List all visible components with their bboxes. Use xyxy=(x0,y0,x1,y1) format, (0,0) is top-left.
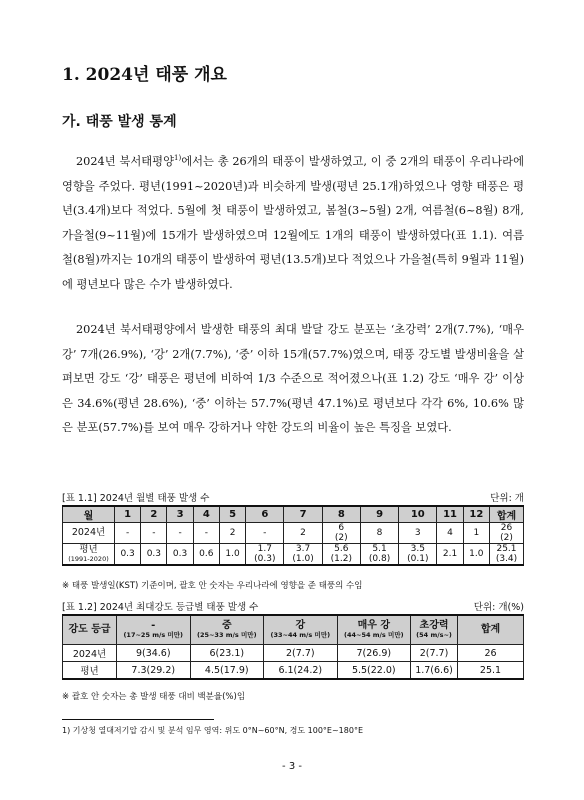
table-1-cell-value: 2 xyxy=(300,528,306,538)
table-2-cell: 26 xyxy=(458,645,524,662)
table-1-header-cell: 10 xyxy=(399,506,437,523)
table-1-cell-affecting: (3.4) xyxy=(495,554,518,564)
table-2-row xyxy=(63,645,524,662)
table-1-cell-value: 25.1 xyxy=(496,544,517,554)
table-2-cell: 7(26.9) xyxy=(337,645,411,662)
table-1-note: ※ 태풍 발생일(KST) 기준이며, 괄호 안 숫자는 우리나라에 영향을 준 태풍의 수임 xyxy=(62,581,363,591)
table-1-cell xyxy=(399,523,437,544)
table-1-cell xyxy=(193,523,219,544)
table-1-cell xyxy=(463,523,489,544)
table-1-cell-value: - xyxy=(178,528,182,538)
table-2-header-range: (54 m/s~) xyxy=(416,630,452,639)
table-1-cell xyxy=(284,544,322,566)
table-1-cell-value: 6 xyxy=(338,523,345,533)
section-heading xyxy=(62,60,227,85)
table-1-row-normal xyxy=(63,544,524,566)
table-1-cell-value: 3.5 xyxy=(410,544,425,554)
table-1-cell-value: 5.6 xyxy=(334,544,349,554)
table-2-cell: 2(7.7) xyxy=(264,645,338,662)
table-1-cell-value: - xyxy=(152,528,156,538)
table-1-cell-affecting: (1.0) xyxy=(292,554,314,564)
table-2-header-label: 강 xyxy=(295,619,306,631)
table-1-cell-value: 2 xyxy=(229,528,236,538)
table-1-header-cell: 월 xyxy=(63,506,115,523)
table-2-header-label: 강도 등급 xyxy=(68,624,111,635)
table-2-cell: 9(34.6) xyxy=(117,645,191,662)
table-2-header-label: 중 xyxy=(221,619,232,631)
table-1-cell xyxy=(167,544,193,566)
table-1-cell xyxy=(437,523,463,544)
table-2-cell: 2(7.7) xyxy=(411,645,458,662)
table-1-cell xyxy=(141,544,167,566)
page-number: - 3 - xyxy=(282,761,302,772)
table-1-cell-value: - xyxy=(125,528,130,538)
table-1-cell-value: 1 xyxy=(473,528,480,538)
table-1-header-cell: 3 xyxy=(167,506,193,523)
table-1-cell-value: 0.6 xyxy=(199,549,214,559)
paragraph-1-rest: 에서는 총 26개의 태풍이 발생하였고, 이 중 2개의 태풍이 우리나라에 영향을 주었다. 평년(1991~2020년)과 비슷하게 발생(평년 25.1개)하였으나 영향 태풍은 평년(3.4개)보다 적었다. 5월에 첫 태풍이 발생하였고, 봄철(3~5월) 2개, 여름철(6~8월) 8개, 가을철(9~11월)에 15개가 발생하였으며 12월에도 1개의 태풍이 발생하였다(표 1.1). 여름철(8월)까지는 10개의 태풍이 발생하여 평년(13.5개)보다 적었으나 가을철(특히 9월과 11월)에 평년보다 많은 수가 발생하였다. xyxy=(62,155,524,291)
table-2-header-cell xyxy=(190,615,264,645)
table-1-cell xyxy=(322,544,360,566)
table-2-header-label: 초강력 xyxy=(419,619,449,631)
table-2-header-label: - xyxy=(151,619,156,631)
subsection-heading: 가. 태풍 발생 통계 xyxy=(62,114,177,130)
table-2-cell: 4.5(17.9) xyxy=(190,662,264,680)
paragraph-2-text: 2024년 북서태평양에서 발생한 태풍의 최대 발달 강도 분포는 ‘초강력’ 2개(7.7%), ‘매우 강’ 7개(26.9%), ‘강’ 2개(7.7%), ‘중’ 이하 15개(57.7%)였으며, 태풍 강도별 발생비율을 살펴보면 강도 ‘강’ 태풍은 평년에 비하여 1/3 수준으로 적어졌으나(표 1.2) 강도 ‘매우 강’ 이상은 34.6%(평년 28.6%), ‘중’ 이하는 57.7%(평년 47.1%)로 평년보다 각각 6%, 10.6% 많은 분포(57.7%)를 보여 매우 강하거나 약한 강도의 비율이 높은 특징을 보였다. xyxy=(62,323,524,434)
monthly-typhoon-table xyxy=(62,505,524,566)
table-1-cell-affecting: (2) xyxy=(500,533,513,543)
table-2-header-range: (44~54 m/s 미만) xyxy=(344,630,404,639)
section-heading-text: 년 태풍 개요 xyxy=(132,65,227,85)
table-2-header-range: (17~25 m/s 미만) xyxy=(123,630,184,639)
table-1-row-label xyxy=(63,544,115,566)
table-1-cell xyxy=(193,544,219,566)
table-1-header-cell: 2 xyxy=(141,506,167,523)
table-1-cell xyxy=(490,523,524,544)
table-1-cell xyxy=(437,544,463,566)
paragraph-1-start: 2024년 북서태평양 xyxy=(76,155,174,168)
table-1-cell-value: 3.7 xyxy=(295,544,311,554)
intensity-grade-table xyxy=(62,614,524,680)
table-2-cell: 5.5(22.0) xyxy=(337,662,411,680)
table-1-cell-value: 8 xyxy=(376,528,383,538)
table-2-header-label: 합계 xyxy=(480,624,501,635)
table-2-row-label: 2024년 xyxy=(63,645,117,662)
table-1-cell xyxy=(115,544,141,566)
table-2-header-cell xyxy=(337,615,411,645)
table-2-cell: 1.7(6.6) xyxy=(411,662,458,680)
table-1-cell xyxy=(219,523,245,544)
table-2-unit: 단위: 개(%) xyxy=(473,602,524,613)
table-1-cell-affecting: (0.1) xyxy=(407,554,429,564)
table-2-cell: 7.3(29.2) xyxy=(117,662,191,680)
table-1-cell xyxy=(463,544,489,566)
table-1-cell-affecting: (0.3) xyxy=(254,554,276,564)
table-1-cell-affecting: (1.2) xyxy=(330,554,352,564)
table-1-cell-value: - xyxy=(263,528,267,538)
table-1-cell-affecting: (0.8) xyxy=(368,554,391,564)
table-1-header-row xyxy=(63,506,524,523)
section-heading-number: 1. 2024 xyxy=(62,65,133,85)
table-1-cell-value: 1.7 xyxy=(257,544,272,554)
table-2-header-cell xyxy=(458,615,524,645)
table-2-header-range: (33~44 m/s 미만) xyxy=(270,630,331,639)
table-1-cell xyxy=(219,544,245,566)
footnote-divider xyxy=(62,719,214,720)
table-1-cell xyxy=(490,544,524,566)
table-1-cell xyxy=(141,523,167,544)
table-1-header-cell: 12 xyxy=(463,506,489,523)
table-2-cell: 6.1(24.2) xyxy=(264,662,338,680)
table-1-row-2024 xyxy=(63,523,524,544)
table-1-header-cell: 9 xyxy=(360,506,398,523)
table-1-unit: 단위: 개 xyxy=(490,493,524,504)
table-2-row-label: 평년 xyxy=(63,662,117,680)
footnote-reference[interactable]: 1) xyxy=(174,154,182,163)
table-2-cell: 25.1 xyxy=(458,662,524,680)
table-2-header-cell xyxy=(411,615,458,645)
table-1-header-cell: 5 xyxy=(219,506,245,523)
table-2-header-range: (25~33 m/s 미만) xyxy=(196,630,257,639)
table-1-row-label: 2024년 xyxy=(63,523,115,544)
table-2-row xyxy=(63,662,524,680)
table-1-cell-value: 5.1 xyxy=(372,544,387,554)
table-1-cell xyxy=(360,523,398,544)
table-2-cell: 6(23.1) xyxy=(190,645,264,662)
table-1-cell xyxy=(284,523,322,544)
table-1-row-label-text: 평년 xyxy=(79,544,98,555)
paragraph-1 xyxy=(62,150,524,297)
table-1-cell xyxy=(322,523,360,544)
table-1-cell xyxy=(115,523,141,544)
table-1-caption: [표 1.1] 2024년 월별 태풍 발생 수 xyxy=(62,493,210,504)
table-1-cell xyxy=(246,544,284,566)
table-1-header-cell: 4 xyxy=(193,506,219,523)
table-1-cell-value: 4 xyxy=(447,528,453,538)
table-1-header-cell: 8 xyxy=(322,506,360,523)
paragraph-2 xyxy=(62,318,524,441)
table-2-header-cell xyxy=(264,615,338,645)
table-1-cell-value: 0.3 xyxy=(146,549,162,559)
table-1-header-cell: 합계 xyxy=(490,506,524,523)
table-1-cell-value: 1.0 xyxy=(225,549,240,559)
table-1-cell-value: 1.0 xyxy=(469,549,484,559)
table-2-note: ※ 괄호 안 숫자는 총 발생 태풍 대비 백분율(%)임 xyxy=(62,692,246,702)
table-2-header-row xyxy=(63,615,524,645)
table-1-header-cell: 11 xyxy=(437,506,463,523)
footnote: 1) 기상청 열대저기압 감시 및 분석 임무 영역: 위도 0°N~60°N, 경도 100°E~180°E xyxy=(62,726,364,735)
table-1-header-cell: 6 xyxy=(246,506,284,523)
table-1-header-cell: 7 xyxy=(284,506,322,523)
table-1-cell-value: 3 xyxy=(414,528,421,538)
table-1-cell-value: - xyxy=(204,528,208,538)
table-2-header-label: 매우 강 xyxy=(357,619,391,631)
table-1-cell-value: 2.1 xyxy=(442,549,458,559)
table-1-cell xyxy=(360,544,398,566)
table-1-cell xyxy=(246,523,284,544)
table-1-row-label-period: (1991-2020) xyxy=(68,555,109,563)
table-2-header-cell xyxy=(117,615,191,645)
table-1-cell xyxy=(399,544,437,566)
table-1-cell xyxy=(167,523,193,544)
table-1-cell-value: 0.3 xyxy=(172,549,188,559)
table-1-header-cell: 1 xyxy=(115,506,141,523)
table-2-caption: [표 1.2] 2024년 최대강도 등급별 태풍 발생 수 xyxy=(62,602,259,613)
table-1-cell-value: 0.3 xyxy=(120,549,135,559)
table-2-header-cell xyxy=(63,615,117,645)
table-1-cell-value: 26 xyxy=(500,523,513,533)
table-1-cell-affecting: (2) xyxy=(334,533,348,543)
